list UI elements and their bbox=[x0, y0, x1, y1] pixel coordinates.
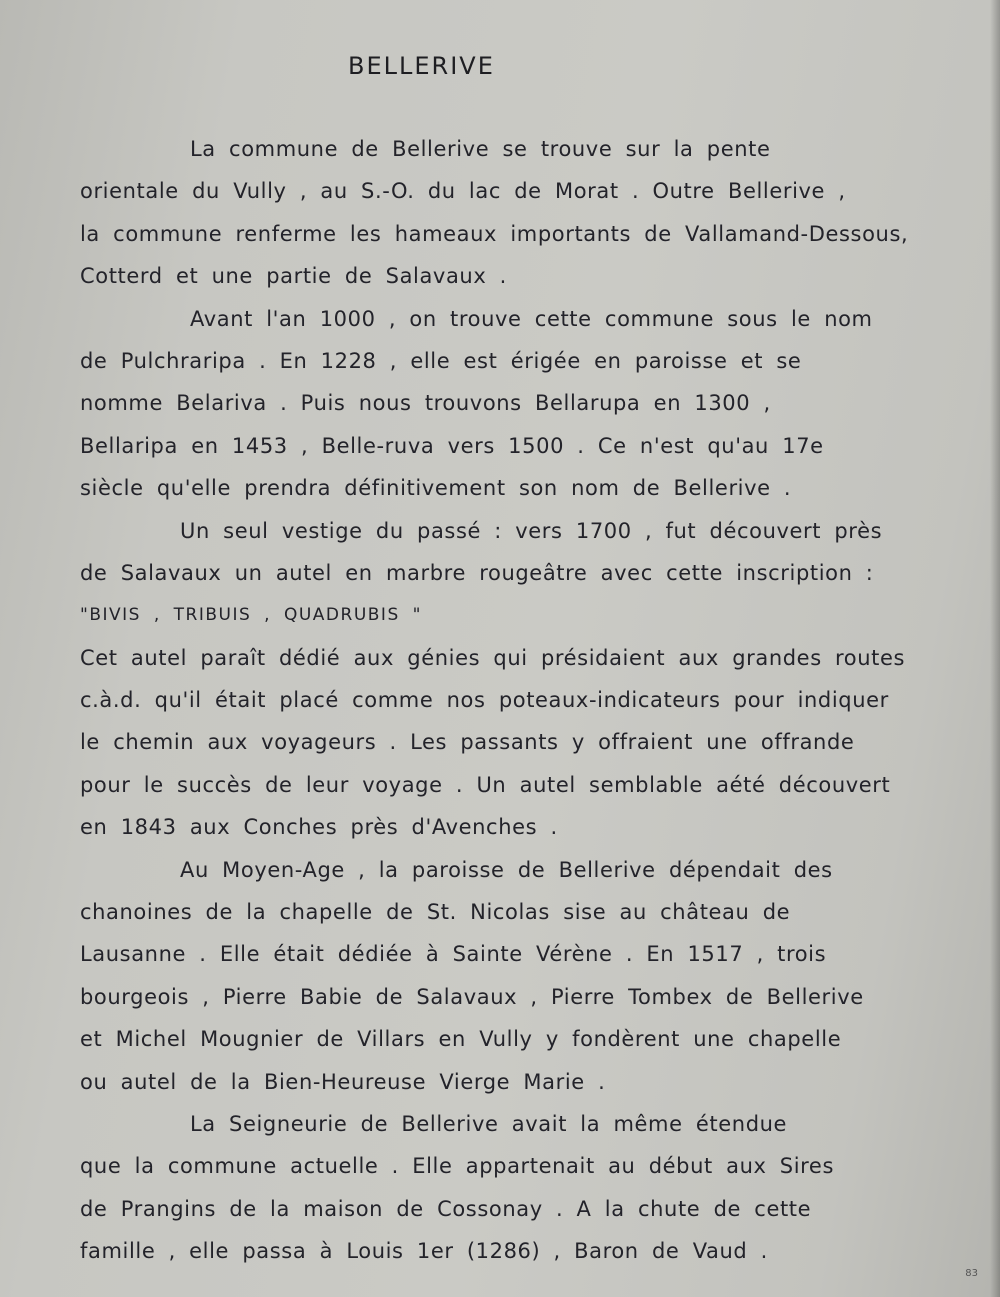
text-line: La Seigneurie de Bellerive avait la même étendue bbox=[190, 1111, 788, 1136]
text-line: de Pulchraripa . En 1228 , elle est érigée en paroisse et se bbox=[80, 348, 802, 373]
text-line: ou autel de la Bien-Heureuse Vierge Marie . bbox=[80, 1069, 606, 1094]
body-text bbox=[80, 128, 960, 1273]
text-line: orientale du Vully , au S.-O. du lac de Morat . Outre Bellerive , bbox=[80, 179, 846, 204]
page-title: BELLERIVE bbox=[348, 52, 495, 80]
text-line: et Michel Mougnier de Villars en Vully y fondèrent une chapelle bbox=[80, 1027, 842, 1052]
text-line: Avant l'an 1000 , on trouve cette commune sous le nom bbox=[190, 306, 873, 331]
text-line: nomme Belariva . Puis nous trouvons Bellarupa en 1300 , bbox=[80, 391, 771, 416]
text-line: siècle qu'elle prendra définitivement son nom de Bellerive . bbox=[80, 476, 792, 501]
text-line: c.à.d. qu'il était placé comme nos poteaux-indicateurs pour indiquer bbox=[80, 688, 889, 713]
text-line: Lausanne . Elle était dédiée à Sainte Vérène . En 1517 , trois bbox=[80, 942, 827, 967]
text-line: chanoines de la chapelle de St. Nicolas sise au château de bbox=[80, 900, 791, 925]
text-line: le chemin aux voyageurs . Les passants y offraient une offrande bbox=[80, 730, 855, 755]
inscription-line: "BIVIS , TRIBUIS , QUADRUBIS " bbox=[80, 605, 422, 626]
text-line: de Prangins de la maison de Cossonay . A la chute de cette bbox=[80, 1196, 812, 1221]
text-line: la commune renferme les hameaux importants de Vallamand-Dessous, bbox=[80, 221, 909, 246]
text-line: bourgeois , Pierre Babie de Salavaux , Pierre Tombex de Bellerive bbox=[80, 984, 864, 1009]
page-fold-shadow bbox=[990, 0, 1000, 1297]
text-line: Bellaripa en 1453 , Belle-ruva vers 1500 . Ce n'est qu'au 17e bbox=[80, 433, 824, 458]
text-line: de Salavaux un autel en marbre rougeâtre avec cette inscription : bbox=[80, 560, 874, 585]
text-line: Un seul vestige du passé : vers 1700 , fut découvert près bbox=[180, 518, 883, 543]
text-line: Au Moyen-Age , la paroisse de Bellerive dépendait des bbox=[180, 857, 833, 882]
text-line: en 1843 aux Conches près d'Avenches . bbox=[80, 815, 558, 840]
text-line: Cotterd et une partie de Salavaux . bbox=[80, 264, 507, 289]
text-line: La commune de Bellerive se trouve sur la pente bbox=[190, 137, 771, 161]
text-line: pour le succès de leur voyage . Un autel semblable aété découvert bbox=[80, 772, 891, 797]
text-line: que la commune actuelle . Elle appartenait au début aux Sires bbox=[80, 1154, 834, 1179]
page-number: 83 bbox=[965, 1268, 978, 1279]
text-line: Cet autel paraît dédié aux génies qui présidaient aux grandes routes bbox=[80, 645, 906, 670]
text-line: famille , elle passa à Louis 1er (1286) , Baron de Vaud . bbox=[80, 1239, 768, 1264]
